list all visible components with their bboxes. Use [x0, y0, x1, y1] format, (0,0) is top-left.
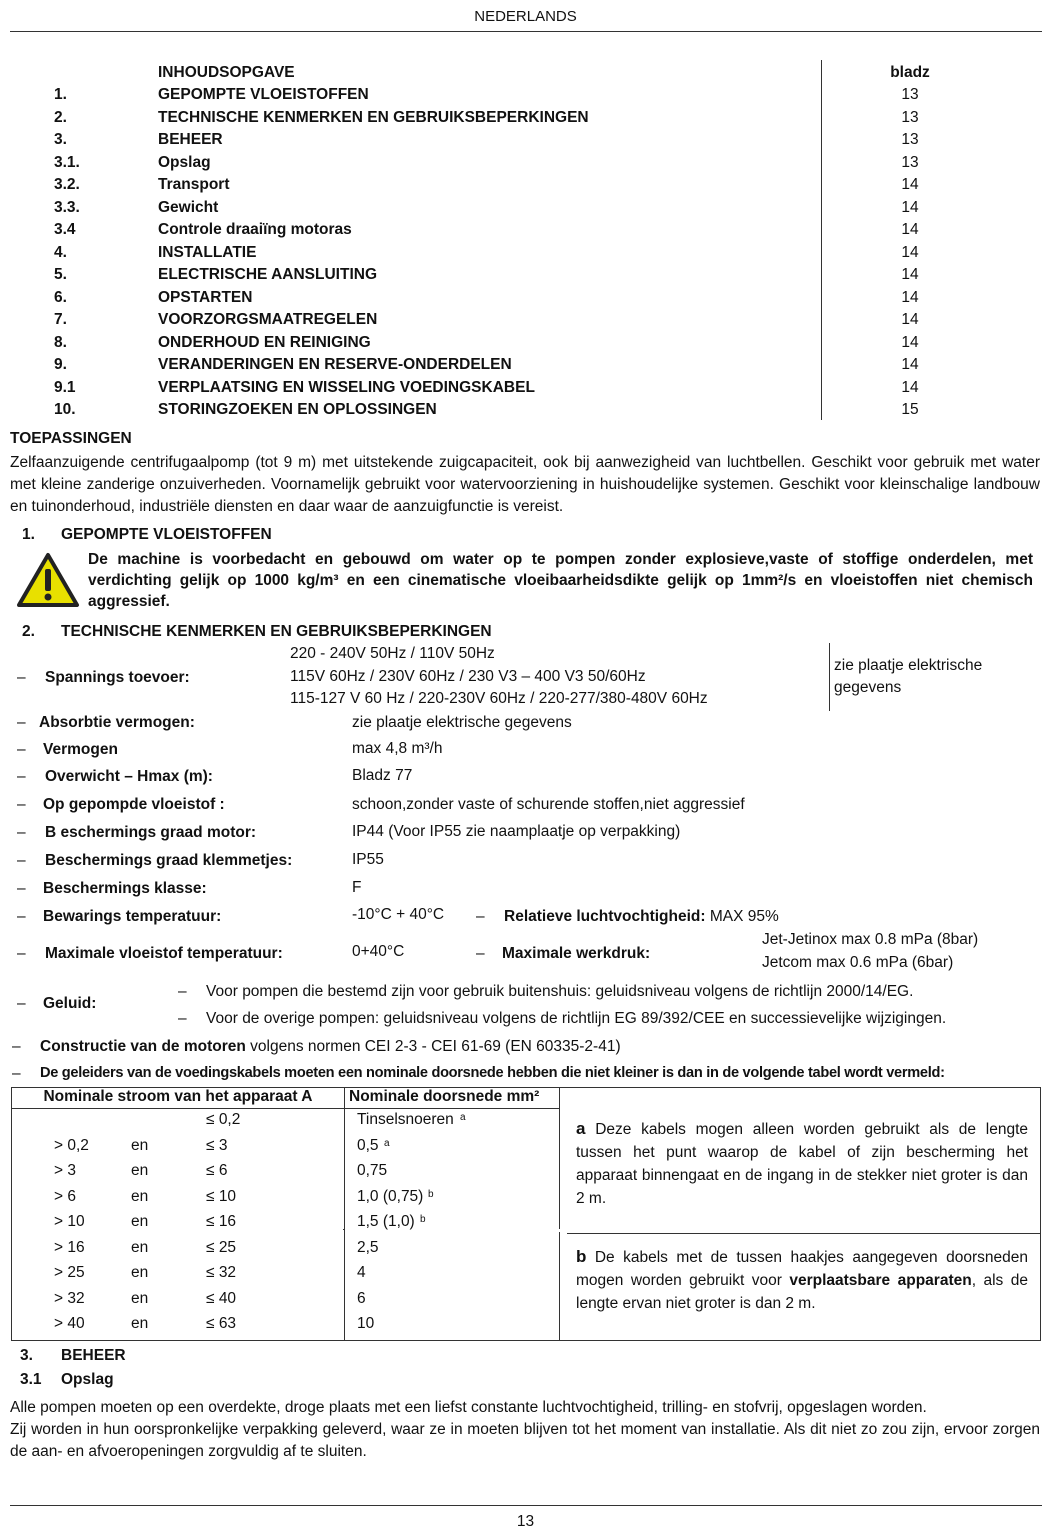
dash-bullet: – — [12, 1065, 21, 1082]
cable-row-section: 1,0 (0,75) — [357, 1187, 424, 1205]
header-rule — [10, 31, 1042, 32]
spec-value: Bladz 77 — [352, 767, 413, 784]
cable-row-from: > 6 — [54, 1187, 76, 1205]
construction-rest: volgens normen CEI 2-3 - CEI 61-69 (EN 60335-2-41) — [245, 1038, 621, 1055]
humidity-spec — [504, 908, 779, 926]
toc-item-page: 14 — [901, 356, 919, 373]
toc-item-page: 14 — [901, 311, 919, 328]
spec-label: B eschermings graad motor: — [45, 824, 257, 841]
toc-item-page: 13 — [901, 153, 919, 171]
cable-row-to: ≤ 0,2 — [206, 1111, 241, 1128]
cable-row-section: 6 — [357, 1289, 366, 1307]
note-b-bold: verplaatsbare apparaten — [789, 1272, 972, 1289]
voltage-note-line1: zie plaatje elektrische — [834, 657, 983, 674]
cable-table-col2: Nominale doorsnede mm² — [345, 1088, 560, 1109]
cable-table-col1: Nominale stroom van het apparaat A — [12, 1088, 345, 1109]
pressure-label: Maximale werkdruk: — [502, 945, 651, 962]
cable-row-en: en — [131, 1162, 149, 1179]
spec-value: F — [352, 879, 362, 896]
spec-label: Vermogen — [43, 741, 118, 758]
cable-row-section: 0,75 — [357, 1162, 388, 1179]
spec-label: Beschermings klasse: — [43, 880, 207, 897]
cables-intro: De geleiders van de voedingskabels moeten een nominale doorsnede hebben die niet kleiner is dan in de volgende tabel wordt vermeld: — [40, 1065, 945, 1081]
cable-row-section: 1,5 (1,0) — [357, 1213, 415, 1230]
dash-bullet: – — [17, 945, 26, 962]
toc-item-number: 8. — [54, 333, 67, 351]
toc-item-page: 13 — [901, 86, 919, 103]
toc-item-page: 14 — [901, 243, 919, 261]
toc-item-number: 10. — [54, 401, 76, 418]
cable-row-to: ≤ 3 — [206, 1136, 228, 1154]
cable-row-en: en — [131, 1289, 149, 1307]
toepassingen-text: Zelfaanzuigende centrifugaalpomp (tot 9 m) met uitstekende zuigcapaciteit, ook bij aanwezigheid van luchtbellen. Geschikt voor gebruik met water met kleine zanderige onzuiverheden. Voornamelijk gebruikt voor watervoorziening in huishoudelijke systemen. Geschikt voor kleinschalige landbouw en tuinonderhoud, industriële diensten en daar waar de aanzuigfunctie is vereist. — [10, 454, 1040, 515]
dash-bullet: – — [178, 1010, 187, 1027]
toc-item-page: 14 — [901, 266, 919, 283]
note-b-text1: De kabels met de tussen haakjes aangegeven doorsneden mogen worden gebruikt voor — [576, 1249, 1028, 1289]
dash-bullet: – — [17, 768, 26, 785]
spec-label: Beschermings graad klemmetjes: — [45, 852, 293, 869]
note-b — [576, 1245, 1028, 1315]
toc-item-title: ELECTRISCHE AANSLUITING — [158, 266, 378, 283]
dash-bullet: – — [17, 796, 26, 813]
toc-item-number: 9.1 — [54, 378, 76, 396]
section31-text1: Alle pompen moeten op een overdekte, droge plaats met een liefst constante luchtvochtigheid, trilling- en stofvrij, opgeslagen worden. — [10, 1399, 927, 1416]
footnote-marker: b — [428, 1188, 434, 1200]
section2-num: 2. — [22, 623, 35, 640]
toc-item-number: 9. — [54, 356, 67, 373]
section1-warning-text: De machine is voorbedacht en gebouwd om water op te pompen zonder explosieve,vaste of stoffige onderdelen, met verdichting gelijk op 1000 kg/m³ en een cinematische vloeibaarheidsdikte gelijk op 1mm²/s en vloeistoffen niet chemisch aggressief. — [88, 551, 1033, 610]
note-a-mark: a — [576, 1119, 586, 1138]
section2-title: TECHNISCHE KENMERKEN EN GEBRUIKSBEPERKINGEN — [61, 623, 492, 640]
cable-row-section: 10 — [357, 1315, 375, 1332]
warning-icon — [16, 552, 80, 608]
toc-item-number: 7. — [54, 311, 67, 328]
toc-divider — [821, 60, 822, 420]
section1-num: 1. — [22, 526, 35, 543]
noise-line2: Voor de overige pompen: geluidsniveau volgens de richtlijn EG 89/392/CEE en successievelijke wijzigingen. — [206, 1010, 947, 1027]
cable-row-to: ≤ 63 — [206, 1315, 237, 1332]
section31-num: 3.1 — [20, 1371, 42, 1388]
toc-item-page: 13 — [901, 131, 919, 148]
humidity-value: MAX 95% — [709, 908, 779, 925]
toc-item-number: 3.1. — [54, 153, 80, 171]
note-b-mark: b — [576, 1247, 587, 1266]
toc-item-title: VERPLAATSING EN WISSELING VOEDINGSKABEL — [158, 378, 535, 396]
toc-heading: INHOUDSOPGAVE — [158, 64, 295, 81]
cable-row-section: 0,5 — [357, 1136, 379, 1154]
toc-page-heading: bladz — [890, 64, 930, 81]
cable-row-section: 2,5 — [357, 1238, 379, 1256]
toc-item-title: Gewicht — [158, 198, 219, 216]
toc-item-page: 14 — [901, 221, 919, 238]
cable-row-from: > 10 — [54, 1213, 85, 1230]
dash-bullet: – — [17, 741, 26, 758]
dash-bullet: – — [17, 880, 26, 897]
cable-row-from: > 25 — [54, 1264, 85, 1281]
dash-bullet: – — [476, 945, 485, 962]
toc-item-number: 3.4 — [54, 221, 76, 238]
toc-item-title: BEHEER — [158, 131, 223, 148]
dash-bullet: – — [17, 995, 26, 1012]
spec-label: Op gepompde vloeistof : — [43, 796, 225, 813]
cable-row-from: > 40 — [54, 1315, 85, 1332]
footnote-marker: a — [460, 1112, 466, 1123]
noise-label: Geluid: — [43, 995, 97, 1012]
toc-item-page: 14 — [901, 333, 919, 351]
toepassingen-heading: TOEPASSINGEN — [10, 430, 132, 447]
cable-row-en: en — [131, 1264, 149, 1281]
section3-title: BEHEER — [61, 1347, 126, 1364]
cable-row-en: en — [131, 1315, 149, 1332]
cable-row-to: ≤ 32 — [206, 1264, 237, 1281]
note-divider — [567, 1233, 1041, 1234]
cable-row-section: Tinselsnoeren — [357, 1111, 454, 1128]
toc-item-page: 14 — [901, 176, 919, 193]
spec-value: -10°C + 40°C — [352, 906, 445, 923]
cable-row-en: en — [131, 1187, 149, 1205]
toc-item-title: Controle draaiïng motoras — [158, 221, 352, 238]
section31-title: Opslag — [61, 1371, 114, 1388]
cable-row-from: > 3 — [54, 1162, 76, 1179]
footnote-marker: a — [384, 1137, 390, 1149]
spec-label: Overwicht – Hmax (m): — [45, 768, 213, 785]
footer-rule — [10, 1505, 1042, 1506]
spec-value: zie plaatje elektrische gegevens — [352, 714, 572, 731]
voltage-note-bar — [829, 643, 830, 711]
cable-row-to: ≤ 10 — [206, 1187, 237, 1205]
toc-item-number: 3. — [54, 131, 67, 148]
section1-title: GEPOMPTE VLOEISTOFFEN — [61, 526, 272, 543]
construction-text — [40, 1038, 621, 1056]
cable-row-to: ≤ 16 — [206, 1213, 237, 1230]
section31-text2: Zij worden in hun oorspronkelijke verpakking geleverd, waar ze in moeten blijven tot het moment van installatie. Als dit niet zo zou zijn, ervoor zorgen de aan- en afvoeropeningen zorgvuldig af te sluiten. — [10, 1421, 1040, 1460]
spec-label: Bewarings temperatuur: — [43, 908, 222, 925]
toc-item-number: 2. — [54, 108, 67, 126]
pressure-line1: Jet-Jetinox max 0.8 mPa (8bar) — [762, 931, 979, 948]
toc-item-title: OPSTARTEN — [158, 288, 253, 306]
toc-item-number: 4. — [54, 243, 67, 261]
voltage-line-2: 115V 60Hz / 230V 60Hz / 230 V3 – 400 V3 50/60Hz — [290, 668, 646, 685]
dash-bullet: – — [476, 908, 485, 925]
pressure-line2: Jetcom max 0.6 mPa (6bar) — [762, 954, 954, 971]
construction-bold: Constructie van de motoren — [40, 1038, 246, 1055]
spec-label: Maximale vloeistof temperatuur: — [45, 945, 283, 962]
toc-item-page: 14 — [901, 198, 919, 216]
cable-row-to: ≤ 25 — [206, 1238, 237, 1256]
note-a-text: Deze kabels mogen alleen worden gebruikt als de lengte tussen het punt waarop de kabel of zijn bescherming het apparaat binnengaat en de ingang in de stekker niet groter is dan 2 m. — [576, 1121, 1029, 1207]
cable-row-from: > 0,2 — [54, 1136, 89, 1154]
spec-label: Absorbtie vermogen: — [39, 714, 195, 731]
voltage-label: Spannings toevoer: — [45, 669, 190, 686]
voltage-line-3: 115-127 V 60 Hz / 220-230V 60Hz / 220-277/380-480V 60Hz — [290, 690, 708, 707]
toc-item-title: Transport — [158, 176, 230, 193]
spec-value: max 4,8 m³/h — [352, 740, 443, 757]
toc-item-title: STORINGZOEKEN EN OPLOSSINGEN — [158, 401, 437, 418]
spec-value: IP55 — [352, 851, 384, 868]
dash-bullet: – — [17, 714, 26, 731]
noise-line1: Voor pompen die bestemd zijn voor gebruik buitenshuis: geluidsniveau volgens de richtlijn 2000/14/EG. — [206, 983, 914, 1000]
dash-bullet: – — [17, 824, 26, 841]
spec-value: 0+40°C — [352, 943, 405, 960]
toc-item-number: 1. — [54, 86, 67, 103]
section3-num: 3. — [20, 1347, 33, 1364]
cable-row-from: > 32 — [54, 1289, 85, 1307]
cable-row-from: > 16 — [54, 1238, 85, 1256]
toc-item-number: 5. — [54, 266, 67, 283]
page-header-language: NEDERLANDS — [474, 8, 577, 25]
toc-item-number: 6. — [54, 288, 67, 306]
cable-row-en: en — [131, 1213, 149, 1230]
voltage-line-1: 220 - 240V 50Hz / 110V 50Hz — [290, 645, 495, 662]
toc-item-page: 15 — [901, 401, 919, 418]
cable-row-to: ≤ 40 — [206, 1289, 237, 1307]
toc-item-title: INSTALLATIE — [158, 243, 257, 261]
dash-bullet: – — [178, 983, 187, 1000]
toc-item-page: 14 — [901, 288, 919, 306]
toc-item-page: 13 — [901, 108, 919, 126]
dash-bullet: – — [17, 908, 26, 925]
toc-item-number: 3.2. — [54, 176, 80, 193]
cable-row-en: en — [131, 1136, 149, 1154]
dash-bullet: – — [17, 852, 26, 869]
note-b-text2: , als de lengte ervan niet groter is dan 2 m. — [576, 1272, 1028, 1312]
page-number: 13 — [516, 1513, 535, 1530]
toc-item-title: ONDERHOUD EN REINIGING — [158, 333, 371, 351]
footnote-marker: b — [420, 1214, 426, 1225]
cable-row-to: ≤ 6 — [206, 1162, 228, 1179]
note-a — [576, 1117, 1028, 1210]
toc-item-page: 14 — [901, 378, 919, 396]
toc-item-title: VOORZORGSMAATREGELEN — [158, 311, 378, 328]
spec-value: IP44 (Voor IP55 zie naamplaatje op verpakking) — [352, 823, 681, 840]
voltage-note-line2: gegevens — [834, 679, 902, 696]
dash-bullet: – — [17, 669, 26, 686]
toc-item-title: TECHNISCHE KENMERKEN EN GEBRUIKSBEPERKINGEN — [158, 108, 589, 126]
spec-value: schoon,zonder vaste of schurende stoffen,niet aggressief — [352, 796, 745, 813]
toc-item-number: 3.3. — [54, 198, 80, 216]
humidity-label: Relatieve luchtvochtigheid: — [504, 908, 706, 925]
cable-row-en: en — [131, 1238, 149, 1256]
toc-item-title: GEPOMPTE VLOEISTOFFEN — [158, 86, 369, 103]
cable-row-section: 4 — [357, 1264, 366, 1281]
dash-bullet: – — [12, 1038, 21, 1055]
toc-item-title: VERANDERINGEN EN RESERVE-ONDERDELEN — [158, 356, 512, 373]
toc-item-title: Opslag — [158, 153, 211, 171]
